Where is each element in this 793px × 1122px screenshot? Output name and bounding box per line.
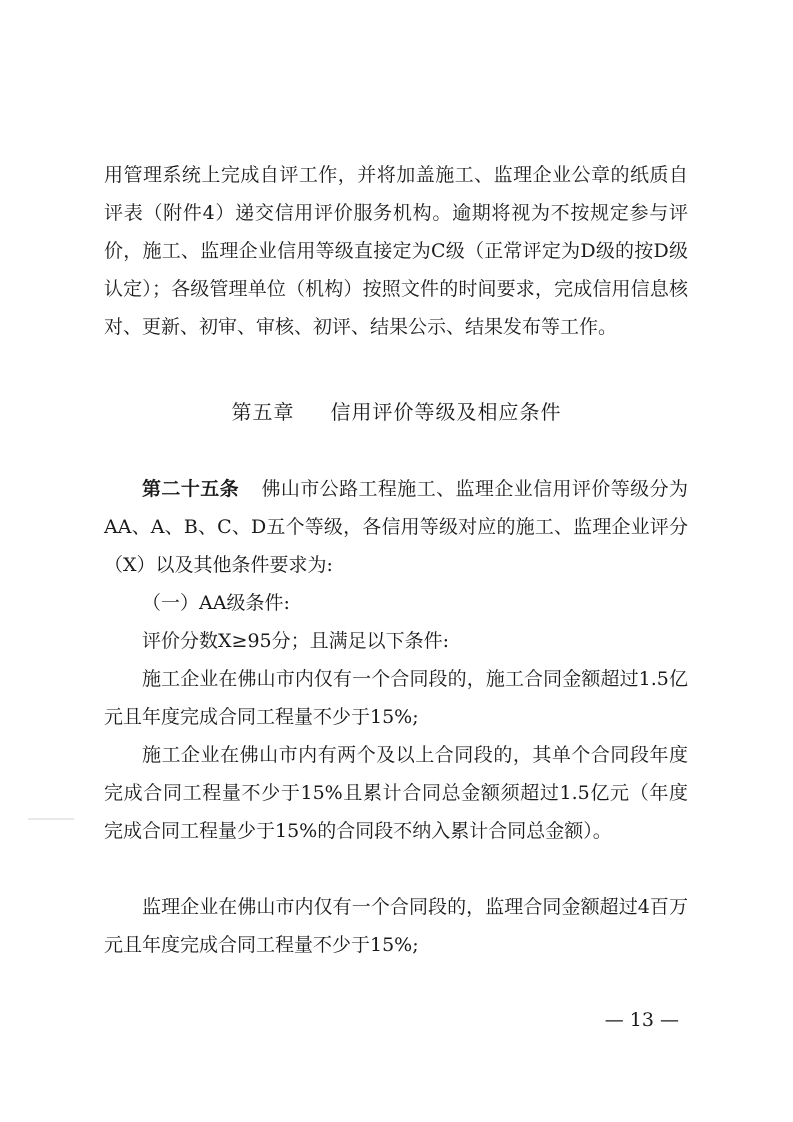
score-condition: 评价分数X≥95分；且满足以下条件:: [142, 630, 450, 652]
article-label: 第二十五条: [142, 478, 240, 500]
page-number: — 13 —: [604, 1009, 679, 1031]
construction-multi-contract: 施工企业在佛山市内有两个及以上合同段的，其单个合同段年度完成合同工程量不少于15%且累计合同总金额须超过1.5亿元（年度完成合同工程量少于15%的合同段不纳入累计合同总金额）。: [104, 744, 688, 842]
article-25: [104, 470, 688, 584]
chapter-heading: [0, 394, 793, 430]
chapter-title: 信用评价等级及相应条件: [330, 400, 562, 424]
aa-heading: （一）AA级条件:: [142, 592, 290, 614]
scan-speck: [28, 818, 74, 820]
chapter-number: 第五章: [231, 400, 295, 424]
supervision-single-contract: 监理企业在佛山市内仅有一个合同段的，监理合同金额超过4百万元且年度完成合同工程量不少于15%;: [104, 896, 688, 956]
construction-single-contract: 施工企业在佛山市内仅有一个合同段的，施工合同金额超过1.5亿元且年度完成合同工程量不少于15%;: [104, 668, 688, 728]
article-text: 佛山市公路工程施工、监理企业信用评价等级分为AA、A、B、C、D五个等级，各信用等级对应的施工、监理企业评分（X）以及其他条件要求为:: [104, 478, 688, 576]
paragraph-continued: 用管理系统上完成自评工作，并将加盖施工、监理企业公章的纸质自评表（附件4）递交信用评价服务机构。逾期将视为不按规定参与评价，施工、监理企业信用等级直接定为C级（正常评定为D级的按D级认定）；各级管理单位（机构）按照文件的时间要求，完成信用信息核对、更新、初审、审核、初评、结果公示、结果发布等工作。: [104, 164, 688, 338]
